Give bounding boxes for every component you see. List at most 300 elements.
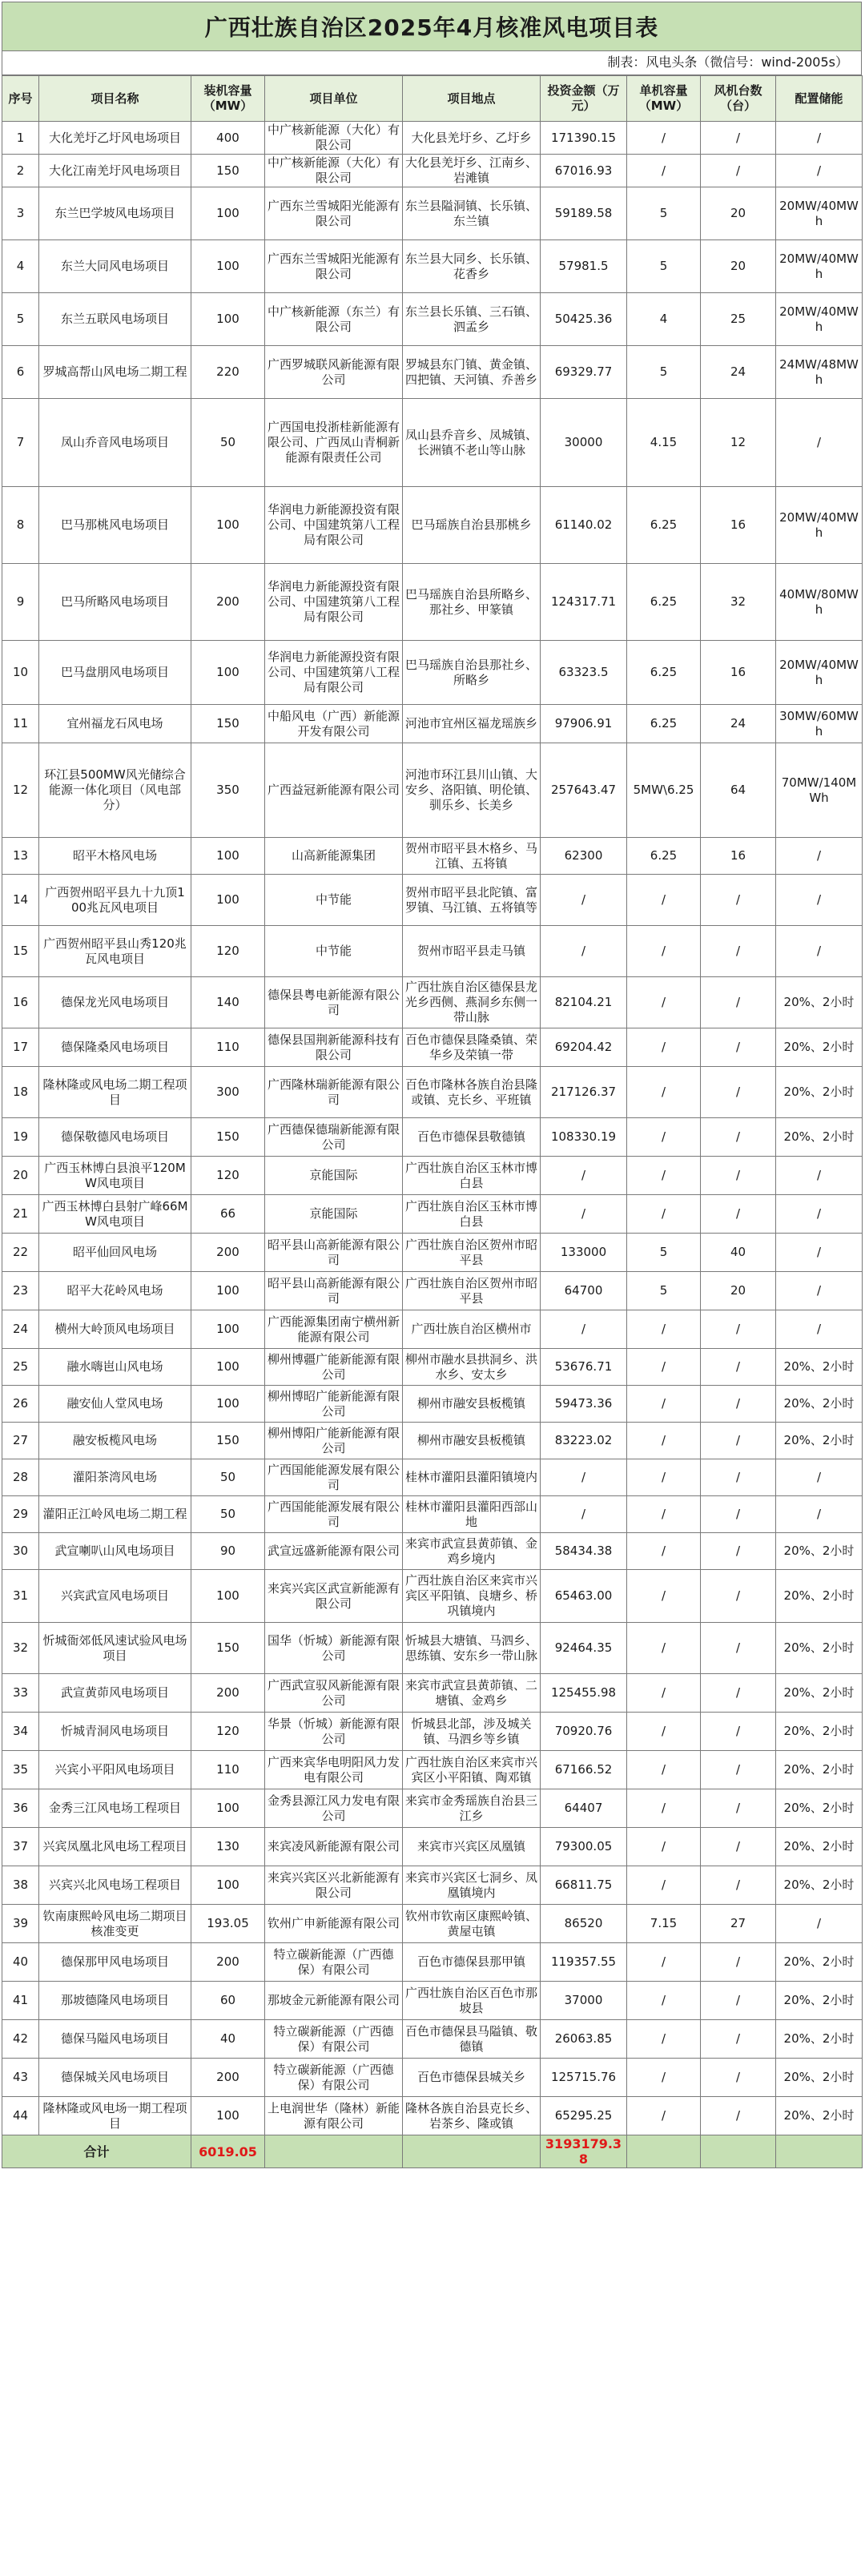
- turbine-count: 24: [701, 346, 776, 399]
- single-capacity: 6.25: [627, 487, 701, 564]
- capacity: 200: [191, 1943, 265, 1982]
- capacity: 150: [191, 1423, 265, 1459]
- storage-config: 20%、2小时: [776, 977, 863, 1028]
- capacity: 50: [191, 399, 265, 487]
- table-row: [2, 1028, 863, 1067]
- project-unit: 柳州博疆广能新能源有限公司: [265, 1349, 403, 1386]
- storage-config: 20MW/40MWh: [776, 641, 863, 705]
- turbine-count: /: [701, 977, 776, 1028]
- project-unit: 广西东兰雪城阳光能源有限公司: [265, 187, 403, 240]
- investment: 217126.37: [541, 1067, 627, 1118]
- storage-config: /: [776, 1905, 863, 1943]
- total-capacity: 6019.05: [191, 2135, 265, 2168]
- investment: 83223.02: [541, 1423, 627, 1459]
- single-capacity: 5: [627, 1234, 701, 1272]
- project-location: 东兰县隘洞镇、长乐镇、东兰镇: [403, 187, 541, 240]
- project-location: 隆林各族自治县克长乡、岩茶乡、隆或镇: [403, 2097, 541, 2135]
- turbine-count: 24: [701, 705, 776, 743]
- project-name: 东兰大同风电场项目: [39, 240, 191, 293]
- storage-config: 30MW/60MWh: [776, 705, 863, 743]
- capacity: 150: [191, 705, 265, 743]
- storage-config: 20%、2小时: [776, 1349, 863, 1386]
- project-unit: 中节能: [265, 875, 403, 926]
- project-location: 百色市德保县马隘镇、敬德镇: [403, 2020, 541, 2059]
- turbine-count: 20: [701, 187, 776, 240]
- project-location: 忻城县大塘镇、马泗乡、思练镇、安东乡一带山脉: [403, 1623, 541, 1674]
- storage-config: 20%、2小时: [776, 1713, 863, 1751]
- project-name: 德保隆桑风电场项目: [39, 1028, 191, 1067]
- single-capacity: /: [627, 1118, 701, 1157]
- project-unit: 来宾凌风新能源有限公司: [265, 1828, 403, 1866]
- investment: 69329.77: [541, 346, 627, 399]
- investment: 50425.36: [541, 293, 627, 346]
- investment: 70920.76: [541, 1713, 627, 1751]
- project-location: 河池市宜州区福龙瑶族乡: [403, 705, 541, 743]
- header-no: 序号: [2, 76, 39, 122]
- capacity: 193.05: [191, 1905, 265, 1943]
- table-row: [2, 240, 863, 293]
- row-number: 36: [2, 1789, 39, 1828]
- single-capacity: /: [627, 1157, 701, 1195]
- turbine-count: /: [701, 1828, 776, 1866]
- single-capacity: /: [627, 875, 701, 926]
- storage-config: /: [776, 1496, 863, 1533]
- investment: /: [541, 1157, 627, 1195]
- capacity: 60: [191, 1982, 265, 2020]
- row-number: 24: [2, 1310, 39, 1349]
- single-capacity: /: [627, 2097, 701, 2135]
- row-number: 7: [2, 399, 39, 487]
- project-unit: 特立碳新能源（广西德保）有限公司: [265, 1943, 403, 1982]
- project-name: 巴马所略风电场项目: [39, 564, 191, 641]
- investment: /: [541, 1459, 627, 1496]
- project-unit: 中节能: [265, 926, 403, 977]
- storage-config: /: [776, 1310, 863, 1349]
- capacity: 150: [191, 1623, 265, 1674]
- project-unit: 京能国际: [265, 1157, 403, 1195]
- single-capacity: /: [627, 1674, 701, 1713]
- turbine-count: 20: [701, 240, 776, 293]
- project-location: 柳州市融安县板榄镇: [403, 1423, 541, 1459]
- capacity: 100: [191, 1866, 265, 1905]
- turbine-count: /: [701, 1533, 776, 1570]
- project-unit: 上电润世华（隆林）新能源有限公司: [265, 2097, 403, 2135]
- storage-config: 20%、2小时: [776, 1943, 863, 1982]
- project-name: 融水嗨岜山风电场: [39, 1349, 191, 1386]
- project-name: 灌阳茶湾风电场: [39, 1459, 191, 1496]
- investment: 37000: [541, 1982, 627, 2020]
- table-row: [2, 1828, 863, 1866]
- capacity: 100: [191, 1386, 265, 1423]
- row-number: 13: [2, 838, 39, 875]
- project-name: 东兰五联风电场项目: [39, 293, 191, 346]
- row-number: 31: [2, 1570, 39, 1623]
- project-unit: 京能国际: [265, 1195, 403, 1234]
- project-name: 大化羌圩乙圩风电场项目: [39, 122, 191, 155]
- turbine-count: /: [701, 926, 776, 977]
- capacity: 100: [191, 1789, 265, 1828]
- table-row: [2, 293, 863, 346]
- project-location: 百色市隆林各族自治县隆或镇、克长乡、平班镇: [403, 1067, 541, 1118]
- single-capacity: /: [627, 1533, 701, 1570]
- capacity: 100: [191, 2097, 265, 2135]
- row-number: 18: [2, 1067, 39, 1118]
- single-capacity: /: [627, 1310, 701, 1349]
- page-title: 广西壮族自治区2025年4月核准风电项目表: [2, 2, 862, 51]
- project-location: 东兰县大同乡、长乐镇、花香乡: [403, 240, 541, 293]
- turbine-count: /: [701, 1028, 776, 1067]
- row-number: 43: [2, 2059, 39, 2097]
- investment: 97906.91: [541, 705, 627, 743]
- project-location: 桂林市灌阳县灌阳镇境内: [403, 1459, 541, 1496]
- table-body: [2, 122, 863, 2135]
- capacity: 120: [191, 1157, 265, 1195]
- project-location: 广西壮族自治区德保县龙光乡西侧、燕洞乡东侧一带山脉: [403, 977, 541, 1028]
- project-unit: 柳州博昭广能新能源有限公司: [265, 1386, 403, 1423]
- investment: 67166.52: [541, 1751, 627, 1789]
- project-location: 柳州市融水县拱洞乡、洪水乡、安太乡: [403, 1349, 541, 1386]
- row-number: 4: [2, 240, 39, 293]
- turbine-count: /: [701, 1386, 776, 1423]
- storage-config: 20MW/40MWh: [776, 487, 863, 564]
- total-investment: 3193179.38: [541, 2135, 627, 2168]
- project-location: 广西壮族自治区贺州市昭平县: [403, 1234, 541, 1272]
- single-capacity: 5: [627, 240, 701, 293]
- turbine-count: 16: [701, 838, 776, 875]
- turbine-count: 16: [701, 641, 776, 705]
- project-name: 兴宾小平阳风电场项目: [39, 1751, 191, 1789]
- project-name: 融安板榄风电场: [39, 1423, 191, 1459]
- project-unit: 来宾兴宾区兴北新能源有限公司: [265, 1866, 403, 1905]
- turbine-count: /: [701, 1943, 776, 1982]
- row-number: 21: [2, 1195, 39, 1234]
- project-name: 忻城青洞风电场项目: [39, 1713, 191, 1751]
- project-location: 贺州市昭平县北陀镇、富罗镇、马江镇、五将镇等: [403, 875, 541, 926]
- project-unit: 广西国能能源发展有限公司: [265, 1496, 403, 1533]
- investment: 65295.25: [541, 2097, 627, 2135]
- project-unit: 广西国能能源发展有限公司: [265, 1459, 403, 1496]
- project-location: 巴马瑶族自治县那社乡、所略乡: [403, 641, 541, 705]
- single-capacity: 7.15: [627, 1905, 701, 1943]
- single-capacity: 5: [627, 346, 701, 399]
- row-number: 35: [2, 1751, 39, 1789]
- row-number: 25: [2, 1349, 39, 1386]
- storage-config: 24MW/48MWh: [776, 346, 863, 399]
- storage-config: 70MW/140MWh: [776, 743, 863, 838]
- storage-config: /: [776, 1195, 863, 1234]
- storage-config: 20%、2小时: [776, 1751, 863, 1789]
- row-number: 32: [2, 1623, 39, 1674]
- row-number: 26: [2, 1386, 39, 1423]
- investment: 26063.85: [541, 2020, 627, 2059]
- capacity: 40: [191, 2020, 265, 2059]
- table-row: [2, 1459, 863, 1496]
- row-number: 3: [2, 187, 39, 240]
- storage-config: /: [776, 1234, 863, 1272]
- row-number: 41: [2, 1982, 39, 2020]
- turbine-count: /: [701, 875, 776, 926]
- header-capacity: 装机容量（MW）: [191, 76, 265, 122]
- capacity: 110: [191, 1028, 265, 1067]
- capacity: 90: [191, 1533, 265, 1570]
- total-empty-cell: [776, 2135, 863, 2168]
- row-number: 9: [2, 564, 39, 641]
- total-row: [2, 2135, 863, 2168]
- investment: 66811.75: [541, 1866, 627, 1905]
- storage-config: 20%、2小时: [776, 1386, 863, 1423]
- table-row: [2, 1789, 863, 1828]
- single-capacity: /: [627, 1623, 701, 1674]
- single-capacity: 5: [627, 187, 701, 240]
- project-unit: 武宣远盛新能源有限公司: [265, 1533, 403, 1570]
- investment: 67016.93: [541, 155, 627, 187]
- project-name: 融安仙人堂风电场: [39, 1386, 191, 1423]
- header-single-capacity: 单机容量（MW）: [627, 76, 701, 122]
- project-unit: 广西德保德瑞新能源有限公司: [265, 1118, 403, 1157]
- project-location: 来宾市武宣县黄茆镇、二塘镇、金鸡乡: [403, 1674, 541, 1713]
- project-unit: 中广核新能源（东兰）有限公司: [265, 293, 403, 346]
- capacity: 100: [191, 1570, 265, 1623]
- table-row: [2, 1943, 863, 1982]
- project-unit: 中船风电（广西）新能源开发有限公司: [265, 705, 403, 743]
- total-empty-cell: [265, 2135, 403, 2168]
- row-number: 42: [2, 2020, 39, 2059]
- table-row: [2, 838, 863, 875]
- investment: 257643.47: [541, 743, 627, 838]
- capacity: 200: [191, 1234, 265, 1272]
- capacity: 100: [191, 875, 265, 926]
- single-capacity: /: [627, 1386, 701, 1423]
- single-capacity: 5MW\6.25: [627, 743, 701, 838]
- project-location: 柳州市融安县板榄镇: [403, 1386, 541, 1423]
- single-capacity: /: [627, 1713, 701, 1751]
- project-name: 忻城衙郊低风速试验风电场项目: [39, 1623, 191, 1674]
- capacity: 100: [191, 838, 265, 875]
- single-capacity: /: [627, 926, 701, 977]
- capacity: 200: [191, 1674, 265, 1713]
- single-capacity: 6.25: [627, 838, 701, 875]
- project-unit: 华润电力新能源投资有限公司、中国建筑第八工程局有限公司: [265, 641, 403, 705]
- row-number: 37: [2, 1828, 39, 1866]
- table-header-row: [2, 76, 863, 122]
- storage-config: 20%、2小时: [776, 2097, 863, 2135]
- project-location: 桂林市灌阳县灌阳西部山地: [403, 1496, 541, 1533]
- project-location: 凤山县乔音乡、凤城镇、长洲镇不老山等山脉: [403, 399, 541, 487]
- header-unit: 项目单位: [265, 76, 403, 122]
- investment: /: [541, 1496, 627, 1533]
- single-capacity: /: [627, 2059, 701, 2097]
- capacity: 200: [191, 2059, 265, 2097]
- row-number: 12: [2, 743, 39, 838]
- investment: 64407: [541, 1789, 627, 1828]
- storage-config: 20%、2小时: [776, 1828, 863, 1866]
- table-row: [2, 2097, 863, 2135]
- table-row: [2, 1118, 863, 1157]
- table-row: [2, 155, 863, 187]
- project-unit: 华润电力新能源投资有限公司、中国建筑第八工程局有限公司: [265, 564, 403, 641]
- capacity: 200: [191, 564, 265, 641]
- table-row: [2, 564, 863, 641]
- turbine-count: 32: [701, 564, 776, 641]
- row-number: 44: [2, 2097, 39, 2135]
- turbine-count: 20: [701, 1272, 776, 1310]
- project-unit: 中广核新能源（大化）有限公司: [265, 155, 403, 187]
- project-unit: 广西国电投浙桂新能源有限公司、广西凤山青桐新能源有限责任公司: [265, 399, 403, 487]
- project-unit: 金秀县源江风力发电有限公司: [265, 1789, 403, 1828]
- table-row: [2, 977, 863, 1028]
- project-location: 钦州市钦南区康熙岭镇、黄屋屯镇: [403, 1905, 541, 1943]
- turbine-count: /: [701, 122, 776, 155]
- header-location: 项目地点: [403, 76, 541, 122]
- storage-config: 20%、2小时: [776, 1533, 863, 1570]
- turbine-count: /: [701, 1982, 776, 2020]
- header-turbine-count: 风机台数（台）: [701, 76, 776, 122]
- project-location: 百色市德保县那甲镇: [403, 1943, 541, 1982]
- investment: /: [541, 875, 627, 926]
- row-number: 5: [2, 293, 39, 346]
- single-capacity: /: [627, 1982, 701, 2020]
- turbine-count: 64: [701, 743, 776, 838]
- capacity: 50: [191, 1459, 265, 1496]
- turbine-count: 27: [701, 1905, 776, 1943]
- single-capacity: 6.25: [627, 705, 701, 743]
- row-number: 6: [2, 346, 39, 399]
- project-unit: 广西武宣驭风新能源有限公司: [265, 1674, 403, 1713]
- single-capacity: /: [627, 122, 701, 155]
- single-capacity: /: [627, 1028, 701, 1067]
- table-row: [2, 1067, 863, 1118]
- project-name: 巴马盘朋风电场项目: [39, 641, 191, 705]
- capacity: 120: [191, 926, 265, 977]
- project-unit: 广西罗城联风新能源有限公司: [265, 346, 403, 399]
- turbine-count: /: [701, 1067, 776, 1118]
- project-unit: 柳州博阳广能新能源有限公司: [265, 1423, 403, 1459]
- project-name: 宜州福龙石风电场: [39, 705, 191, 743]
- project-name: 东兰巴学坡风电场项目: [39, 187, 191, 240]
- capacity: 100: [191, 487, 265, 564]
- table-row: [2, 705, 863, 743]
- turbine-count: /: [701, 1789, 776, 1828]
- project-unit: 广西能源集团南宁横州新能源有限公司: [265, 1310, 403, 1349]
- project-unit: 德保县国荆新能源科技有限公司: [265, 1028, 403, 1067]
- project-location: 来宾市武宣县黄茆镇、金鸡乡境内: [403, 1533, 541, 1570]
- investment: 69204.42: [541, 1028, 627, 1067]
- project-name: 凤山乔音风电场项目: [39, 399, 191, 487]
- capacity: 100: [191, 240, 265, 293]
- storage-config: 20%、2小时: [776, 1674, 863, 1713]
- total-empty-cell: [627, 2135, 701, 2168]
- storage-config: 20MW/40MWh: [776, 293, 863, 346]
- project-name: 环江县500MW风光储综合能源一体化项目（风电部分）: [39, 743, 191, 838]
- storage-config: 20%、2小时: [776, 1570, 863, 1623]
- capacity: 220: [191, 346, 265, 399]
- investment: 30000: [541, 399, 627, 487]
- table-row: [2, 1751, 863, 1789]
- capacity: 50: [191, 1496, 265, 1533]
- project-name: 兴宾武宣风电场项目: [39, 1570, 191, 1623]
- project-location: 广西壮族自治区来宾市兴宾区平阳镇、良塘乡、桥巩镇境内: [403, 1570, 541, 1623]
- turbine-count: /: [701, 2097, 776, 2135]
- turbine-count: 16: [701, 487, 776, 564]
- row-number: 29: [2, 1496, 39, 1533]
- project-name: 武宣喇叭山风电场项目: [39, 1533, 191, 1570]
- investment: 59473.36: [541, 1386, 627, 1423]
- storage-config: 20%、2小时: [776, 1866, 863, 1905]
- turbine-count: /: [701, 1310, 776, 1349]
- capacity: 120: [191, 1713, 265, 1751]
- table-row: [2, 187, 863, 240]
- investment: 133000: [541, 1234, 627, 1272]
- turbine-count: /: [701, 1349, 776, 1386]
- storage-config: 20%、2小时: [776, 1118, 863, 1157]
- single-capacity: /: [627, 1459, 701, 1496]
- capacity: 150: [191, 155, 265, 187]
- row-number: 39: [2, 1905, 39, 1943]
- table-row: [2, 1349, 863, 1386]
- investment: 53676.71: [541, 1349, 627, 1386]
- project-location: 广西壮族自治区玉林市博白县: [403, 1195, 541, 1234]
- capacity: 300: [191, 1067, 265, 1118]
- project-name: 兴宾兴北风电场工程项目: [39, 1866, 191, 1905]
- project-location: 百色市德保县敬德镇: [403, 1118, 541, 1157]
- single-capacity: /: [627, 1349, 701, 1386]
- storage-config: 20%、2小时: [776, 1423, 863, 1459]
- project-location: 罗城县东门镇、黄金镇、四把镇、天河镇、乔善乡: [403, 346, 541, 399]
- project-unit: 钦州广申新能源有限公司: [265, 1905, 403, 1943]
- investment: 65463.00: [541, 1570, 627, 1623]
- project-location: 广西壮族自治区贺州市昭平县: [403, 1272, 541, 1310]
- table-row: [2, 399, 863, 487]
- projects-table: [2, 75, 863, 2168]
- project-name: 德保那甲风电场项目: [39, 1943, 191, 1982]
- table-row: [2, 1157, 863, 1195]
- table-row: [2, 875, 863, 926]
- investment: 57981.5: [541, 240, 627, 293]
- row-number: 27: [2, 1423, 39, 1459]
- row-number: 33: [2, 1674, 39, 1713]
- capacity: 140: [191, 977, 265, 1028]
- turbine-count: /: [701, 1195, 776, 1234]
- single-capacity: /: [627, 1943, 701, 1982]
- row-number: 34: [2, 1713, 39, 1751]
- project-name: 昭平大花岭风电场: [39, 1272, 191, 1310]
- project-location: 巴马瑶族自治县那桃乡: [403, 487, 541, 564]
- project-name: 隆林隆或风电场二期工程项目: [39, 1067, 191, 1118]
- table-row: [2, 1272, 863, 1310]
- table-row: [2, 487, 863, 564]
- investment: 124317.71: [541, 564, 627, 641]
- capacity: 400: [191, 122, 265, 155]
- project-unit: 国华（忻城）新能源有限公司: [265, 1623, 403, 1674]
- project-name: 兴宾凤凰北风电场工程项目: [39, 1828, 191, 1866]
- turbine-count: /: [701, 1751, 776, 1789]
- investment: 125715.76: [541, 2059, 627, 2097]
- investment: 64700: [541, 1272, 627, 1310]
- total-label: 合计: [2, 2135, 191, 2168]
- single-capacity: /: [627, 155, 701, 187]
- single-capacity: /: [627, 1496, 701, 1533]
- investment: 59189.58: [541, 187, 627, 240]
- storage-config: 20%、2小时: [776, 1789, 863, 1828]
- storage-config: 20%、2小时: [776, 1623, 863, 1674]
- table-row: [2, 1570, 863, 1623]
- row-number: 10: [2, 641, 39, 705]
- row-number: 38: [2, 1866, 39, 1905]
- table-row: [2, 1674, 863, 1713]
- project-name: 德保敬德风电场项目: [39, 1118, 191, 1157]
- project-unit: 广西东兰雪城阳光能源有限公司: [265, 240, 403, 293]
- project-name: 金秀三江风电场工程项目: [39, 1789, 191, 1828]
